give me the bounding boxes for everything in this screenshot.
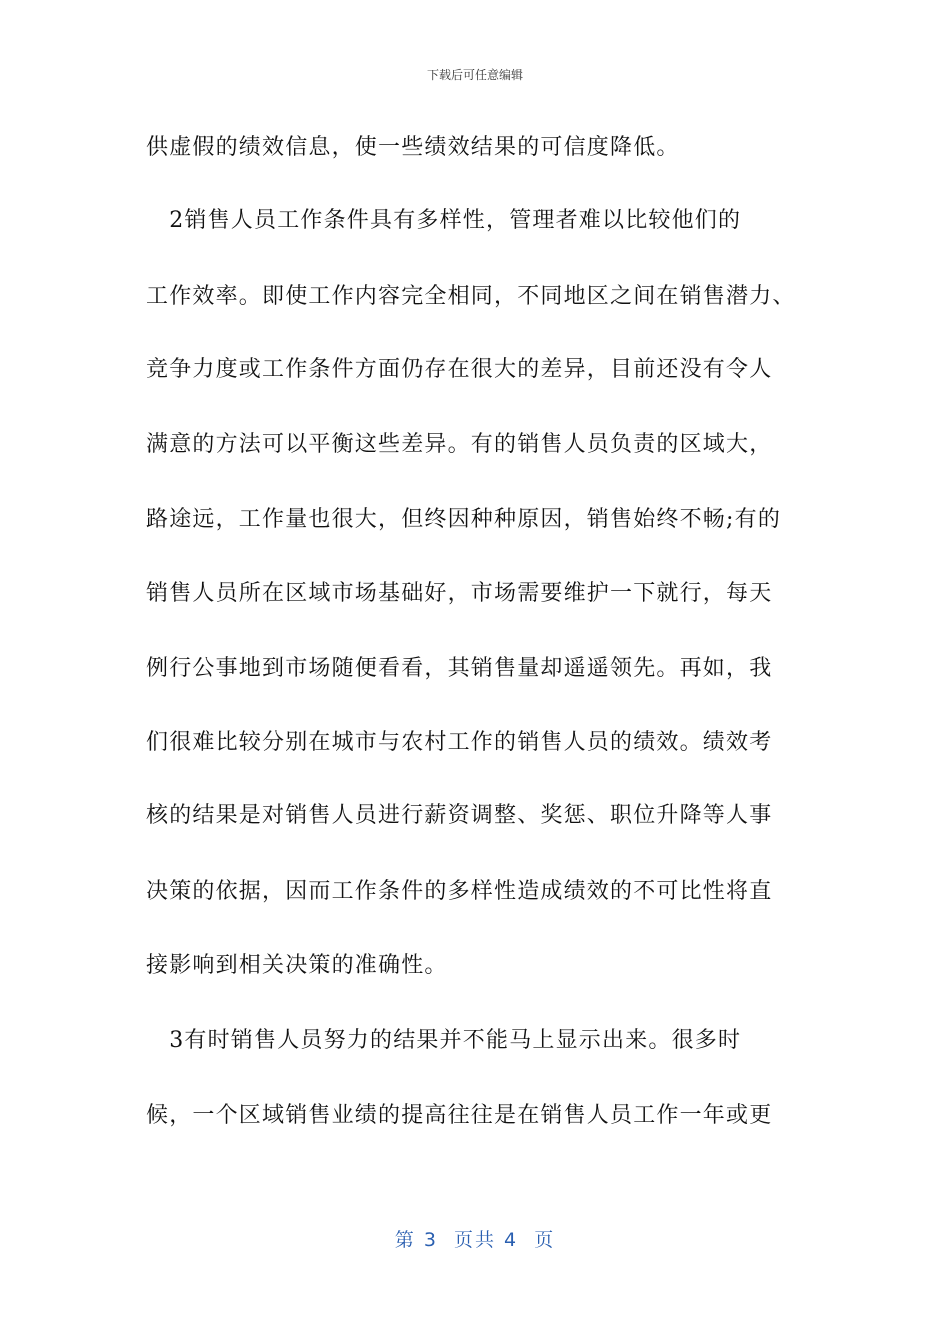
text-line: 3有时销售人员努力的结果并不能马上显示出来。很多时 <box>146 1028 742 1053</box>
text-line: 决策的依据，因而工作条件的多样性造成绩效的不可比性将直 <box>146 879 773 904</box>
text-line: 们很难比较分别在城市与农村工作的销售人员的绩效。绩效考 <box>146 730 773 755</box>
text-line: 供虚假的绩效信息，使一些绩效结果的可信度降低。 <box>146 135 680 160</box>
text-line: 工作效率。即使工作内容完全相同，不同地区之间在销售潜力、 <box>146 284 796 309</box>
text-line: 接影响到相关决策的准确性。 <box>146 953 448 978</box>
page-number-footer <box>0 1225 950 1252</box>
page-header: 下载后可任意编辑 <box>426 68 523 82</box>
text-line: 候，一个区域销售业绩的提高往往是在销售人员工作一年或更 <box>146 1103 773 1128</box>
text-line: 核的结果是对销售人员进行薪资调整、奖惩、职位升降等人事 <box>146 803 773 828</box>
text-line: 销售人员所在区域市场基础好，市场需要维护一下就行，每天 <box>146 581 773 606</box>
text-line: 路途远，工作量也很大，但终因种种原因，销售始终不畅;有的 <box>146 507 782 532</box>
page-number-text: 第 3 页共 4 页 <box>394 1229 556 1251</box>
text-line: 例行公事地到市场随便看看，其销售量却遥遥领先。再如，我 <box>146 656 773 681</box>
text-line: 竞争力度或工作条件方面仍存在很大的差异，目前还没有令人 <box>146 357 773 382</box>
text-line: 2销售人员工作条件具有多样性，管理者难以比较他们的 <box>146 208 742 233</box>
text-line: 满意的方法可以平衡这些差异。有的销售人员负责的区域大， <box>146 432 773 457</box>
